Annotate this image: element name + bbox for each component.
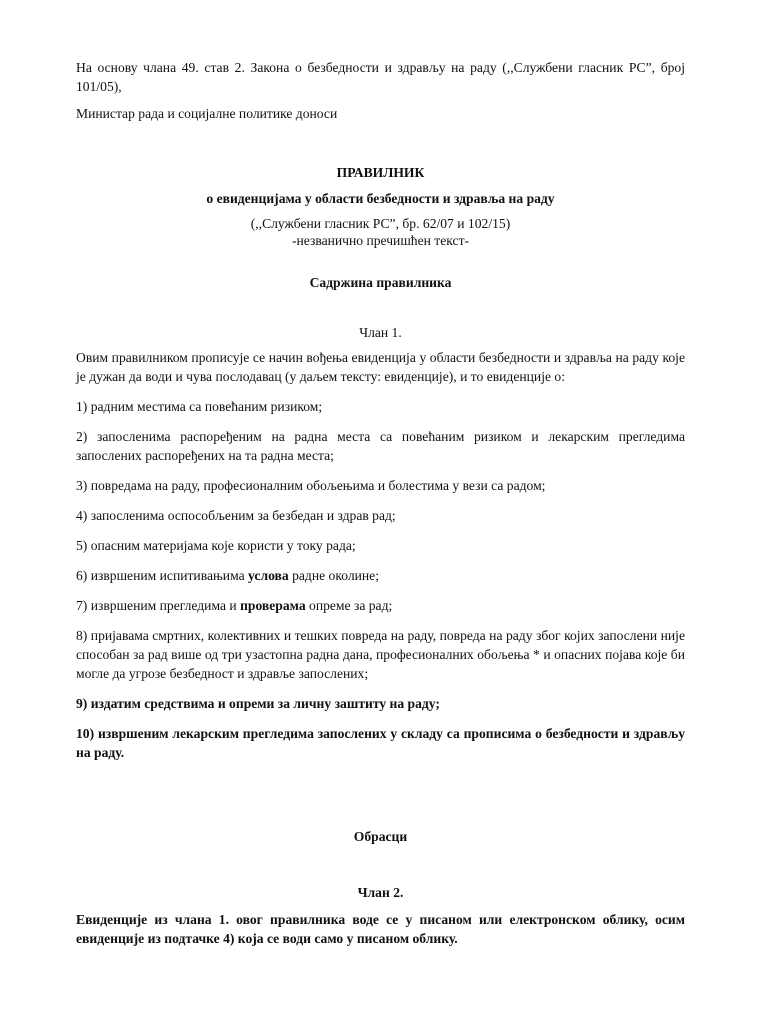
article-1-item: 1) радним местима са повећаним ризиком; <box>76 399 323 414</box>
gazette-reference: (,,Службени гласник РС”, бр. 62/07 и 102/15) <box>250 216 511 231</box>
intro-legal-basis: На основу члана 49. став 2. Закона о безбедности и здрављу на раду (,,Службени гласник РС”, број 101/05), <box>76 60 685 94</box>
article-1-heading: Члан 1. <box>359 325 402 340</box>
article-1-item: 4) запосленима оспособљеним за безбедан и здрав рад; <box>76 508 396 523</box>
article-1-item-9: 9) издатим средствима и опреми за личну заштиту на раду; <box>76 696 440 711</box>
article-1-item-6: 6) извршеним испитивањима услова радне околине; <box>76 568 379 583</box>
article-2-heading: Члан 2. <box>357 885 404 900</box>
emphasis-text: услова <box>248 568 289 583</box>
article-1-item-10: 10) извршеним лекарским прегледима запослених у складу са прописима о безбедности и здрављу на раду. <box>76 726 685 760</box>
unofficial-note: -незванично пречишћен текст- <box>291 233 470 248</box>
article-2-text: Евиденције из члана 1. овог правилника воде се у писаном или електронском облику, осим евиденције из подтачке 4) која се води само у писаном облику. <box>76 912 685 946</box>
article-1-item: 2) запосленима распоређеним на радна места са повећаним ризиком и лекарским прегледима запослених распоређених на та радна места; <box>76 429 685 463</box>
rulebook-title: ПРАВИЛНИК <box>336 165 425 180</box>
section-title-forms: Обрасци <box>353 829 408 844</box>
rulebook-subtitle: о евиденцијама у области безбедности и здравља на раду <box>206 191 555 206</box>
article-1-text: Овим правилником прописује се начин вођења евиденција у области безбедности и здравља на раду које је дужан да води и чува послодавац (у даљем тексту: евиденције), и то евиденције о: <box>76 350 685 384</box>
article-1-item: 3) повредама на раду, професионалним обољењима и болестима у вези са радом; <box>76 478 546 493</box>
article-1-item-8: 8) пријавама смртних, колективних и тешких повреда на раду, повреда на раду због којих запослени није способан за рад више од три узастопна радна дана, професионалних обољења * и опасних појава које би могле да угрозе безбедност и здравље запослених; <box>76 628 685 681</box>
section-title-content: Садржина правилника <box>309 275 452 290</box>
document-body <box>76 58 685 948</box>
intro-minister: Министар рада и социјалне политике доноси <box>76 106 338 121</box>
article-1-item-7: 7) извршеним прегледима и проверама опреме за рад; <box>76 598 393 613</box>
article-1-item: 5) опасним материјама које користи у току рада; <box>76 538 356 553</box>
emphasis-text: проверама <box>240 598 306 613</box>
